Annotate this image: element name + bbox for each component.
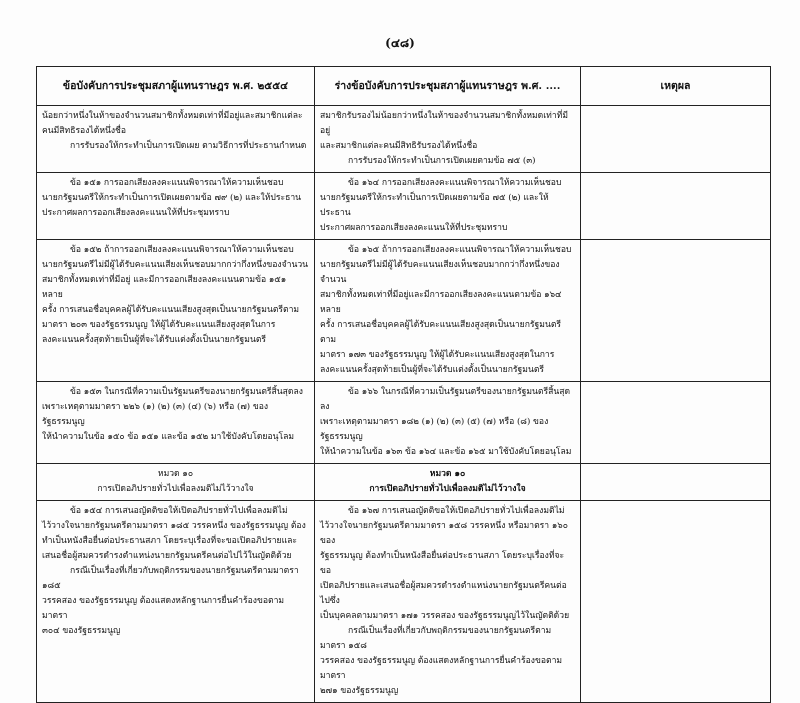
reason-cell bbox=[581, 501, 771, 703]
text-line: กรณีเป็นเรื่องที่เกี่ยวกับพฤติกรรมของนายกรัฐมนตรีตามมาตรา ๑๘๕ bbox=[42, 566, 299, 591]
text-line: นายกรัฐมนตรีไม่มีผู้ได้รับคะแนนเสียงเห็นชอบมากกว่ากึ่งหนึ่งของจำนวน bbox=[320, 260, 560, 285]
text-line: สมาชิกทั้งหมดเท่าที่มีอยู่ และมีการออกเสียงลงคะแนนตามข้อ ๑๕๑ หลาย bbox=[42, 275, 287, 300]
current-text-cell bbox=[37, 382, 315, 464]
text-line: กรณีเป็นเรื่องที่เกี่ยวกับพฤติกรรมของนายกรัฐมนตรีตามมาตรา ๑๕๘ bbox=[320, 626, 552, 651]
text-line: ข้อ ๑๖๗ การเสนอญัตติขอให้เปิดอภิปรายทั่วไปเพื่อลงมติไม่ bbox=[348, 506, 565, 516]
text-line: เสนอชื่อผู้สมควรดำรงตำแหน่งนายกรัฐมนตรีคนต่อไปไว้ในญัตติด้วย bbox=[42, 551, 292, 561]
text-line: ทำเป็นหนังสือยื่นต่อประธานสภา โดยระบุเรื่องที่จะขอเปิดอภิปรายและ bbox=[42, 536, 297, 546]
text-line: เพราะเหตุตามมาตรา ๒๒๖ (๑) (๒) (๓) (๔) (๖) หรือ (๗) ของรัฐธรรมนูญ bbox=[42, 402, 269, 427]
comparison-table bbox=[36, 66, 771, 703]
text-line: ประกาศผลการออกเสียงลงคะแนนให้ที่ประชุมทราบ bbox=[320, 223, 508, 233]
text-line: นายกรัฐมนตรีไม่มีผู้ได้รับคะแนนเสียงเห็นชอบมากกว่ากึ่งหนึ่งของจำนวน bbox=[42, 260, 309, 270]
text-line: ประกาศผลการออกเสียงลงคะแนนให้ที่ประชุมทราบ bbox=[42, 208, 230, 218]
draft-text-cell bbox=[315, 106, 581, 173]
text-line: ลงคะแนนครั้งสุดท้ายเป็นผู้ที่จะได้รับแต่งตั้งเป็นนายกรัฐมนตรี bbox=[42, 335, 267, 345]
current-chapter-cell bbox=[37, 464, 315, 501]
text-line: นายกรัฐมนตรีให้กระทำเป็นการเปิดเผยตามข้อ ๗๕ (๒) และให้ประธาน bbox=[320, 193, 549, 218]
table-header-row bbox=[37, 67, 771, 106]
current-text-cell bbox=[37, 173, 315, 240]
text-line: เปิดอภิปรายและเสนอชื่อผู้สมควรดำรงตำแหน่งนายกรัฐมนตรีคนต่อไปซึ่ง bbox=[320, 581, 567, 606]
text-line: สมาชิกรับรองไม่น้อยกว่าหนึ่งในห้าของจำนวนสมาชิกทั้งหมดเท่าที่มีอยู่ bbox=[320, 111, 568, 136]
table-row bbox=[37, 501, 771, 703]
reason-cell bbox=[581, 106, 771, 173]
header-reason: เหตุผล bbox=[581, 67, 771, 106]
draft-text-cell bbox=[315, 173, 581, 240]
text-line: ข้อ ๑๕๒ ถ้าการออกเสียงลงคะแนนพิจารณาให้ความเห็นชอบ bbox=[70, 245, 294, 255]
text-line: วรรคสอง ของรัฐธรรมนูญ ต้องแสดงหลักฐานการยื่นคำร้องขอตามมาตรา bbox=[320, 656, 563, 681]
header-draft-regulation: ร่างข้อบังคับการประชุมสภาผู้แทนราษฎร พ.ศ. .... bbox=[315, 67, 581, 106]
text-line: ให้นำความในข้อ ๑๕๐ ข้อ ๑๕๑ และข้อ ๑๕๒ มาใช้บังคับโดยอนุโลม bbox=[42, 432, 295, 442]
chapter-title: หมวด ๑๐ bbox=[429, 469, 466, 479]
text-line: การรับรองให้กระทำเป็นการเปิดเผย ตามวิธีการที่ประธานกำหนด bbox=[70, 141, 307, 151]
text-line: รัฐธรรมนูญ ต้องทำเป็นหนังสือยื่นต่อประธานสภา โดยระบุเรื่องที่จะขอ bbox=[320, 551, 565, 576]
current-text-cell bbox=[37, 501, 315, 703]
text-line: ครั้ง การเสนอชื่อบุคคลผู้ได้รับคะแนนเสียงสูงสุดเป็นนายกรัฐมนตรีตาม bbox=[320, 320, 562, 345]
text-line: น้อยกว่าหนึ่งในห้าของจำนวนสมาชิกทั้งหมดเท่าที่มีอยู่และสมาชิกแต่ละ bbox=[42, 111, 303, 121]
table-row bbox=[37, 240, 771, 382]
current-text-cell bbox=[37, 106, 315, 173]
text-line: ๒๗๑ ของรัฐธรรมนูญ bbox=[320, 686, 399, 696]
chapter-subtitle: การเปิดอภิปรายทั่วไปเพื่อลงมติไม่ไว้วางใจ bbox=[97, 484, 254, 494]
chapter-subtitle: การเปิดอภิปรายทั่วไปเพื่อลงมติไม่ไว้วางใจ bbox=[369, 484, 526, 494]
text-line: ข้อ ๑๕๓ ในกรณีที่ความเป็นรัฐมนตรีของนายกรัฐมนตรีสิ้นสุดลง bbox=[70, 387, 303, 397]
text-line: มาตรา ๑๗๓ ของรัฐธรรมนูญ ให้ผู้ได้รับคะแนนเสียงสูงสุดในการ bbox=[320, 350, 555, 360]
page-number: (๔๘) bbox=[385, 36, 415, 50]
text-line: เพราะเหตุตามมาตรา ๑๘๒ (๑) (๒) (๓) (๕) (๗) หรือ (๘) ของรัฐธรรมนูญ bbox=[320, 417, 549, 442]
text-line: ข้อ ๑๕๔ การเสนอญัตติขอให้เปิดอภิปรายทั่วไปเพื่อลงมติไม่ bbox=[70, 506, 288, 516]
text-line: ข้อ ๑๕๑ การออกเสียงลงคะแนนพิจารณาให้ความเห็นชอบ bbox=[70, 178, 284, 188]
text-line: ลงคะแนนครั้งสุดท้ายเป็นผู้ที่จะได้รับแต่งตั้งเป็นนายกรัฐมนตรี bbox=[320, 365, 545, 375]
text-line: คนมีสิทธิรองได้หนึ่งชื่อ bbox=[42, 126, 127, 136]
reason-cell bbox=[581, 173, 771, 240]
chapter-row bbox=[37, 464, 771, 501]
table-row bbox=[37, 173, 771, 240]
current-text-cell bbox=[37, 240, 315, 382]
text-line: มาตรา ๒๐๓ ของรัฐธรรมนูญ ให้ผู้ได้รับคะแนนเสียงสูงสุดในการ bbox=[42, 320, 276, 330]
chapter-title: หมวด ๑๐ bbox=[157, 469, 194, 479]
draft-chapter-cell bbox=[315, 464, 581, 501]
text-line: สมาชิกทั้งหมดเท่าที่มีอยู่และมีการออกเสียงลงคะแนนตามข้อ ๑๖๔ หลาย bbox=[320, 290, 562, 315]
draft-text-cell bbox=[315, 382, 581, 464]
text-line: นายกรัฐมนตรีให้กระทำเป็นการเปิดเผยตามข้อ ๗๙ (๒) และให้ประธาน bbox=[42, 193, 302, 203]
text-line: ข้อ ๑๖๕ ถ้าการออกเสียงลงคะแนนพิจารณาให้ความเห็นชอบ bbox=[348, 245, 572, 255]
text-line: ไว้วางใจนายกรัฐมนตรีตามมาตรา ๑๘๕ วรรคหนึ่ง ของรัฐธรรมนูญ ต้อง bbox=[42, 521, 306, 531]
text-line: ๓๐๔ ของรัฐธรรมนูญ bbox=[42, 626, 121, 636]
table-row bbox=[37, 382, 771, 464]
draft-text-cell bbox=[315, 240, 581, 382]
text-line: ข้อ ๑๖๖ ในกรณีที่ความเป็นรัฐมนตรีของนายกรัฐมนตรีสิ้นสุดลง bbox=[320, 387, 571, 412]
text-line: ครั้ง การเสนอชื่อบุคคลผู้ได้รับคะแนนเสียงสูงสุดเป็นนายกรัฐมนตรีตาม bbox=[42, 305, 300, 315]
text-line: การรับรองให้กระทำเป็นการเปิดเผยตามข้อ ๗๕ (๓) bbox=[348, 156, 536, 166]
text-line: ไว้วางใจนายกรัฐมนตรีตามมาตรา ๑๕๘ วรรคหนึ่ง หรือมาตรา ๑๖๐ ของ bbox=[320, 521, 569, 546]
text-line: และสมาชิกแต่ละคนมีสิทธิรับรองได้หนึ่งชื่อ bbox=[320, 141, 478, 151]
text-line: วรรคสอง ของรัฐธรรมนูญ ต้องแสดงหลักฐานการยื่นคำร้องขอตามมาตรา bbox=[42, 596, 285, 621]
draft-text-cell bbox=[315, 501, 581, 703]
reason-cell bbox=[581, 240, 771, 382]
reason-cell bbox=[581, 464, 771, 501]
table-row bbox=[37, 106, 771, 173]
text-line: ให้นำความในข้อ ๑๖๓ ข้อ ๑๖๔ และข้อ ๑๖๕ มาใช้บังคับโดยอนุโลม bbox=[320, 447, 572, 457]
reason-cell bbox=[581, 382, 771, 464]
header-current-regulation: ข้อบังคับการประชุมสภาผู้แทนราษฎร พ.ศ. ๒๕๕๔ bbox=[37, 67, 315, 106]
text-line: ข้อ ๑๖๔ การออกเสียงลงคะแนนพิจารณาให้ความเห็นชอบ bbox=[348, 178, 562, 188]
text-line: เป็นบุคคลตามมาตรา ๑๗๑ วรรคสอง ของรัฐธรรมนูญไว้ในญัตติด้วย bbox=[320, 611, 570, 621]
